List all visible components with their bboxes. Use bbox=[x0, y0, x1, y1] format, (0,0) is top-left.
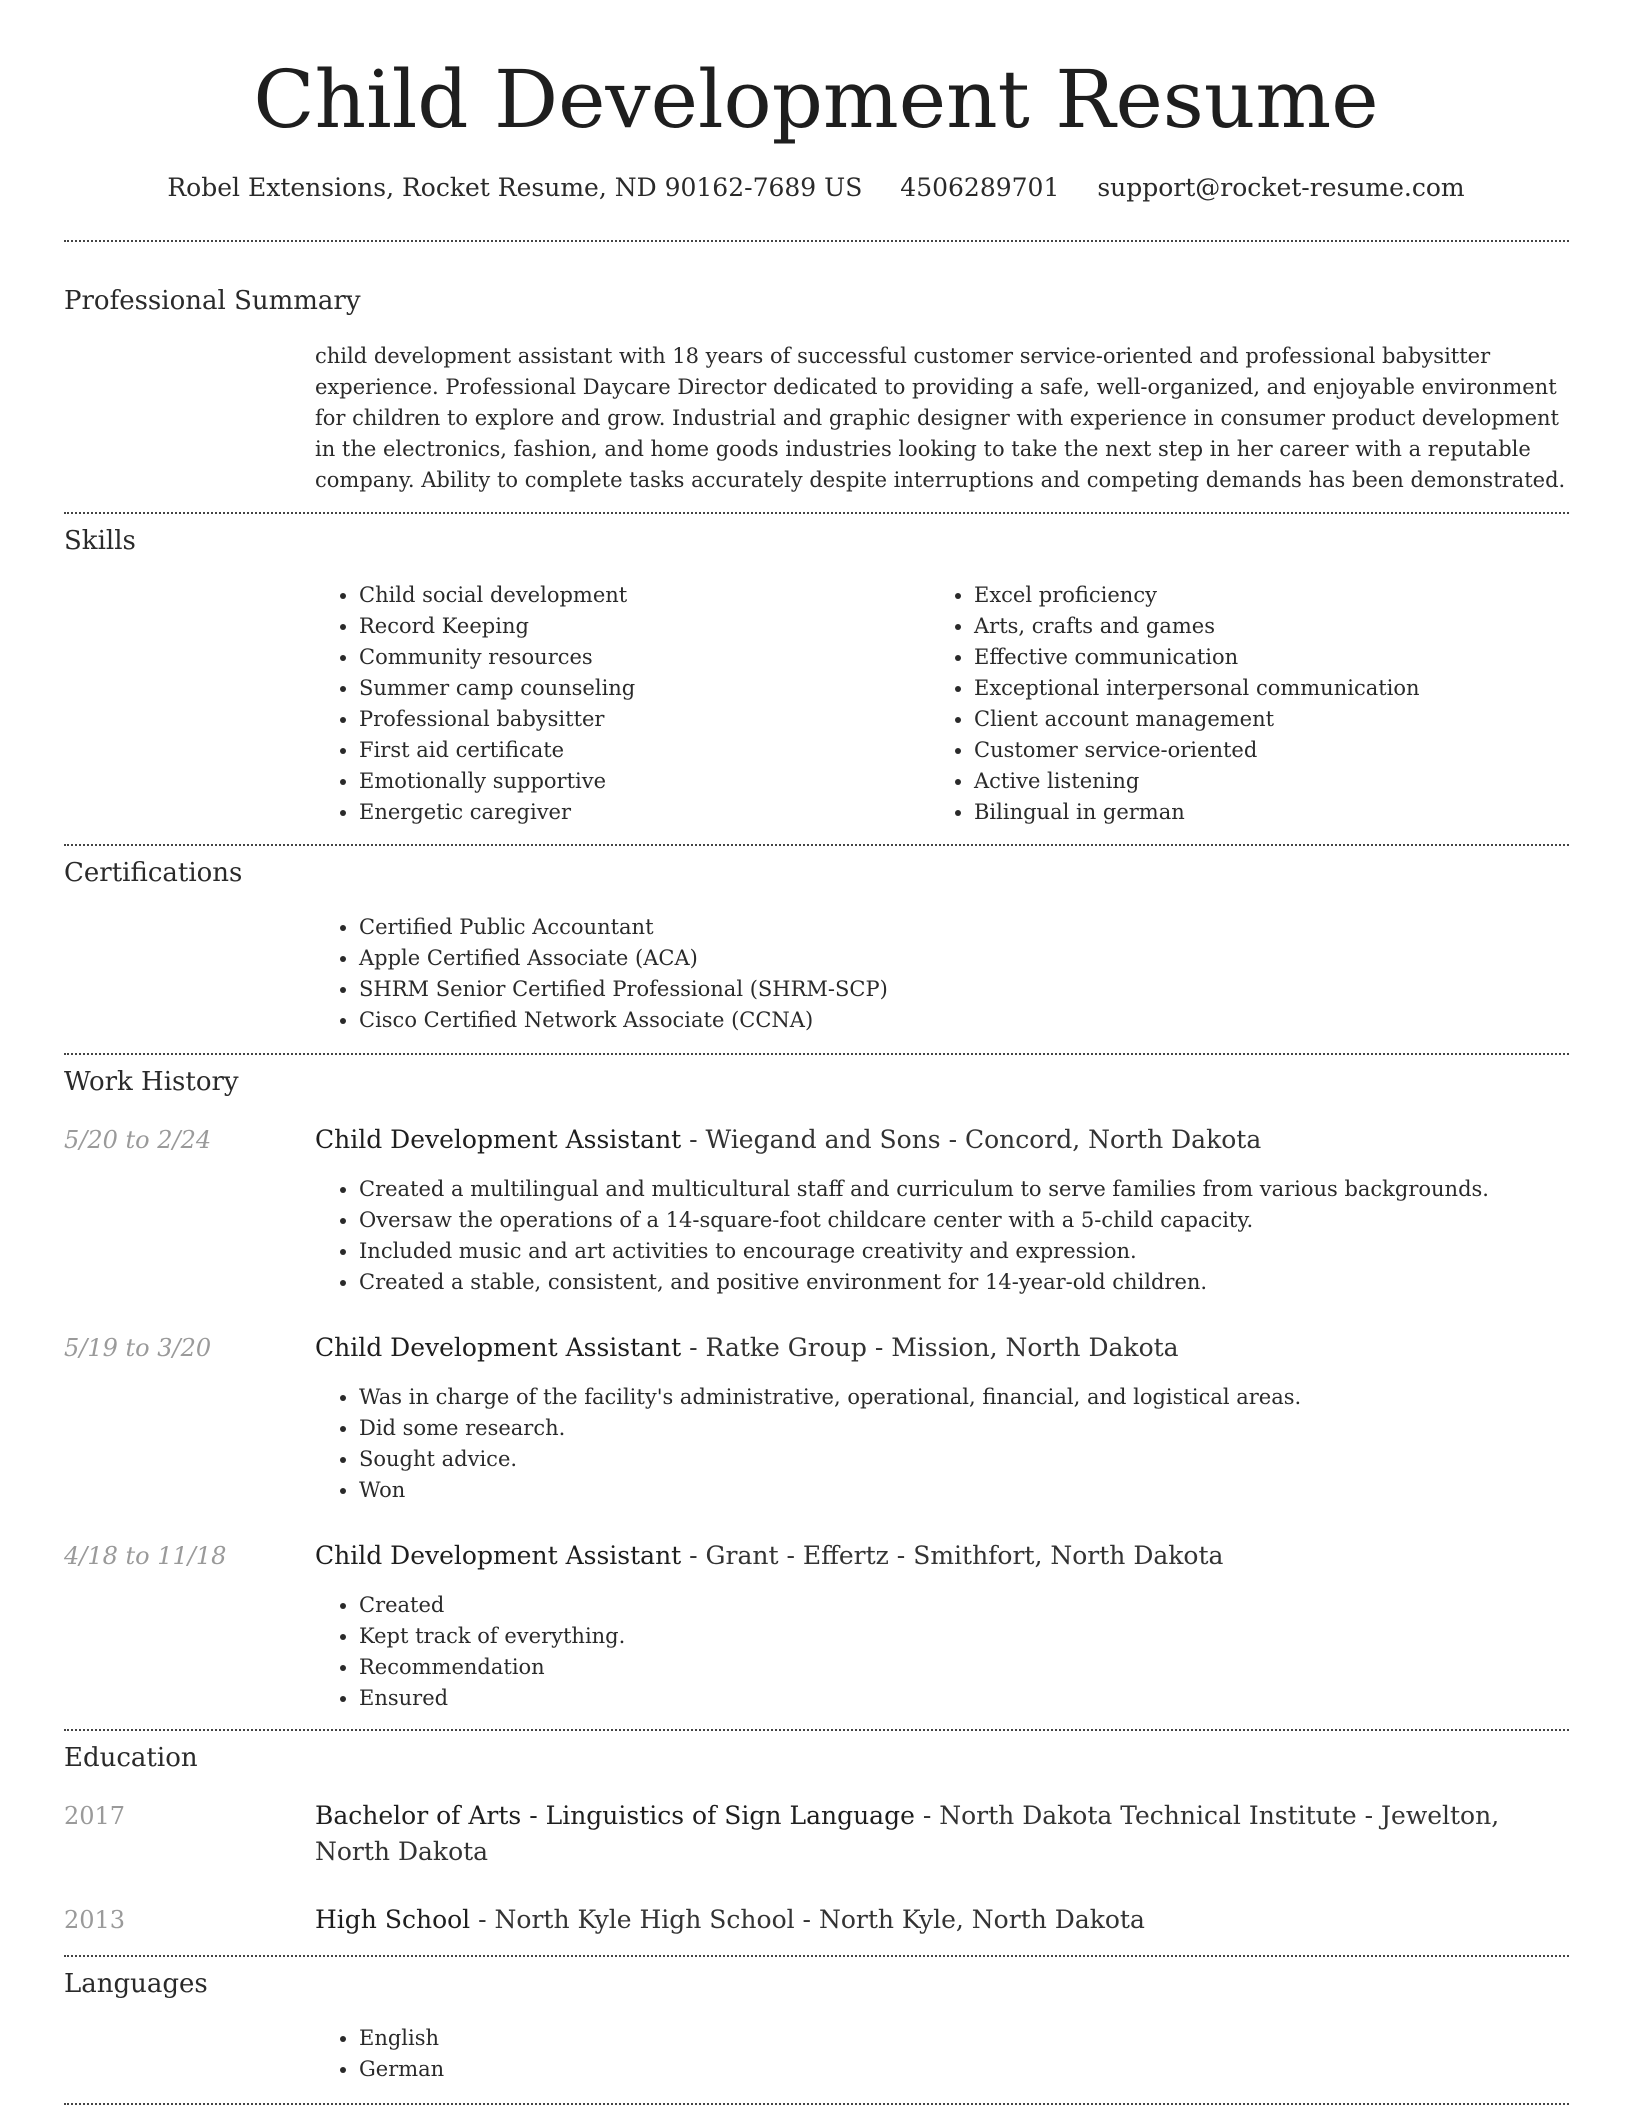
job-bullets bbox=[315, 1590, 1609, 1714]
education-details: - North Kyle High School - North Kyle, North Dakota bbox=[470, 1905, 1145, 1934]
job-heading bbox=[315, 1538, 1565, 1574]
education-heading-line bbox=[315, 1902, 1565, 1938]
skill-item: • Energetic caregiver bbox=[359, 797, 919, 828]
job-bullet: • Created bbox=[359, 1590, 1609, 1621]
skill-item: • Effective communication bbox=[974, 642, 1604, 673]
certification-item: • SHRM Senior Certified Professional (SHRM-SCP) bbox=[359, 974, 1559, 1005]
section-divider bbox=[64, 1955, 1569, 1957]
job-bullet: • Oversaw the operations of a 14-square-foot childcare center with a 5-child capacity. bbox=[359, 1205, 1609, 1236]
job-dates: 4/18 to 11/18 bbox=[64, 1542, 227, 1570]
job-role: Child Development Assistant bbox=[315, 1125, 682, 1154]
job-bullet: • Included music and art activities to encourage creativity and expression. bbox=[359, 1236, 1609, 1267]
certification-item: • Apple Certified Associate (ACA) bbox=[359, 943, 1559, 974]
summary-heading: Professional Summary bbox=[64, 286, 361, 316]
certifications-heading: Certifications bbox=[64, 858, 243, 888]
language-item: • German bbox=[359, 2054, 959, 2085]
skills-list-left bbox=[315, 580, 919, 828]
skill-item: • Summer camp counseling bbox=[359, 673, 919, 704]
skills-list-right bbox=[930, 580, 1604, 828]
job-bullet: • Won bbox=[359, 1475, 1609, 1506]
job-details: - Grant - Effertz - Smithfort, North Dakota bbox=[681, 1541, 1224, 1570]
section-divider bbox=[64, 240, 1569, 242]
summary-text: child development assistant with 18 years of successful customer service-oriented and professional babysitter experience. Professional Daycare Director dedicated to providing a safe, well-organized, and enjoyable environment for children to explore and grow. Industrial and graphic designer with experience in consumer product development in the electronics, fashion, and home goods industries looking to take the next step in her career with a reputable company. Ability to complete tasks accurately despite interruptions and competing demands has been demonstrated. bbox=[315, 344, 1566, 492]
skill-item: • Record Keeping bbox=[359, 611, 919, 642]
job-bullet: • Did some research. bbox=[359, 1413, 1609, 1444]
job-bullets bbox=[315, 1382, 1609, 1506]
languages-heading: Languages bbox=[64, 1969, 208, 1999]
section-divider bbox=[64, 512, 1569, 514]
skill-item: • Community resources bbox=[359, 642, 919, 673]
skill-item: • Active listening bbox=[974, 766, 1604, 797]
job-bullet: • Was in charge of the facility's administrative, operational, financial, and logistical areas. bbox=[359, 1382, 1609, 1413]
certifications-list bbox=[315, 912, 1559, 1036]
contact-line bbox=[0, 170, 1632, 206]
job-bullet: • Recommendation bbox=[359, 1652, 1609, 1683]
job-heading bbox=[315, 1330, 1565, 1366]
contact-phone: 4506289701 bbox=[900, 173, 1060, 202]
skill-item: • Customer service-oriented bbox=[974, 735, 1604, 766]
skill-item: • Emotionally supportive bbox=[359, 766, 919, 797]
job-role: Child Development Assistant bbox=[315, 1333, 682, 1362]
job-bullet: • Created a stable, consistent, and positive environment for 14-year-old children. bbox=[359, 1267, 1609, 1298]
job-bullet: • Sought advice. bbox=[359, 1444, 1609, 1475]
resume-title: Child Development Resume bbox=[253, 53, 1379, 146]
job-heading bbox=[315, 1122, 1565, 1158]
education-degree: High School bbox=[315, 1905, 471, 1934]
skill-item: • Bilingual in german bbox=[974, 797, 1604, 828]
job-bullet: • Kept track of everything. bbox=[359, 1621, 1609, 1652]
section-divider bbox=[64, 2103, 1569, 2105]
contact-address: Robel Extensions, Rocket Resume, ND 90162-7689 US bbox=[167, 173, 863, 202]
skill-item: • Client account management bbox=[974, 704, 1604, 735]
section-divider bbox=[64, 844, 1569, 846]
skill-item: • Exceptional interpersonal communication bbox=[974, 673, 1604, 704]
job-details: - Wiegand and Sons - Concord, North Dakota bbox=[681, 1125, 1262, 1154]
job-bullet: • Ensured bbox=[359, 1683, 1609, 1714]
language-item: • English bbox=[359, 2023, 959, 2054]
certification-item: • Certified Public Accountant bbox=[359, 912, 1559, 943]
skill-item: • Arts, crafts and games bbox=[974, 611, 1604, 642]
education-degree: Bachelor of Arts - Linguistics of Sign Language bbox=[315, 1801, 915, 1830]
languages-list bbox=[315, 2023, 959, 2085]
education-year: 2013 bbox=[64, 1906, 126, 1934]
job-dates: 5/20 to 2/24 bbox=[64, 1126, 212, 1154]
work-heading: Work History bbox=[64, 1067, 239, 1097]
education-heading: Education bbox=[64, 1743, 198, 1773]
education-heading-line bbox=[315, 1798, 1565, 1870]
skill-item: • Child social development bbox=[359, 580, 919, 611]
section-divider bbox=[64, 1729, 1569, 1731]
skills-heading: Skills bbox=[64, 526, 136, 556]
skill-item: • Professional babysitter bbox=[359, 704, 919, 735]
education-year: 2017 bbox=[64, 1802, 126, 1830]
job-bullets bbox=[315, 1174, 1609, 1298]
education-details: - North Dakota Technical Institute - Jewelton, North Dakota bbox=[315, 1801, 1500, 1866]
job-role: Child Development Assistant bbox=[315, 1541, 682, 1570]
section-divider bbox=[64, 1053, 1569, 1055]
job-dates: 5/19 to 3/20 bbox=[64, 1334, 212, 1362]
skill-item: • First aid certificate bbox=[359, 735, 919, 766]
job-details: - Ratke Group - Mission, North Dakota bbox=[681, 1333, 1179, 1362]
contact-email[interactable]: support@rocket-resume.com bbox=[1097, 173, 1465, 202]
certification-item: • Cisco Certified Network Associate (CCNA) bbox=[359, 1005, 1559, 1036]
job-bullet: • Created a multilingual and multicultural staff and curriculum to serve families from various backgrounds. bbox=[359, 1174, 1609, 1205]
skill-item: • Excel proficiency bbox=[974, 580, 1604, 611]
